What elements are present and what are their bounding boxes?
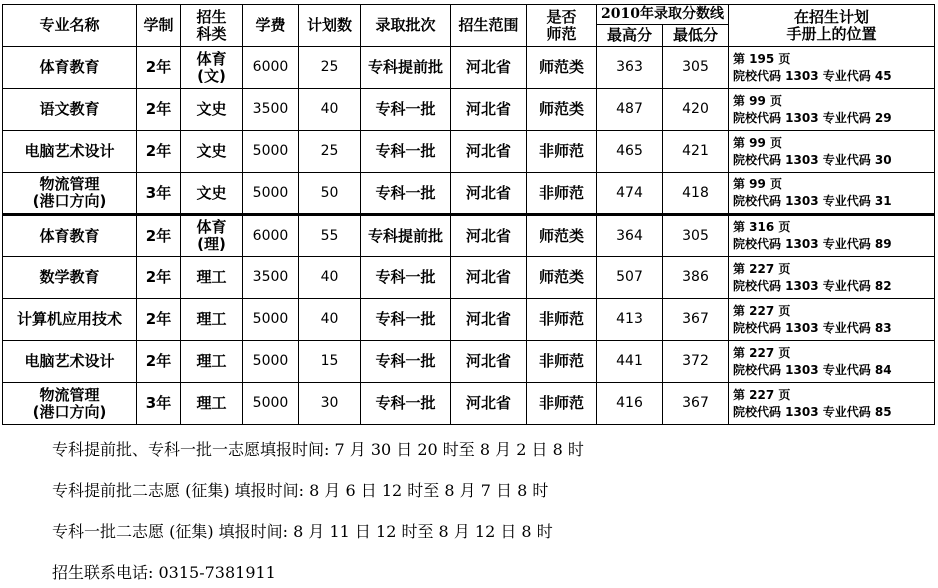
major-cell: 计算机应用技术 — [3, 299, 137, 341]
batch-cell: 专科一批 — [361, 173, 451, 215]
duration-cell: 2年 — [137, 299, 181, 341]
region-cell: 河北省 — [451, 299, 527, 341]
min-score-cell: 386 — [663, 257, 729, 299]
normal-cell: 非师范 — [527, 383, 597, 425]
fee-cell: 5000 — [243, 383, 299, 425]
position-cell: 第 227 页 院校代码 1303 专业代码 84 — [729, 341, 935, 383]
max-score-cell: 487 — [597, 89, 663, 131]
min-score-cell: 372 — [663, 341, 729, 383]
normal-cell: 师范类 — [527, 47, 597, 89]
batch-cell: 专科提前批 — [361, 47, 451, 89]
plan-cell: 40 — [299, 299, 361, 341]
contact-phone: 招生联系电话: 0315-7381911 — [52, 563, 276, 582]
plan-cell: 15 — [299, 341, 361, 383]
min-score-cell: 305 — [663, 215, 729, 257]
duration-cell: 2年 — [137, 215, 181, 257]
major-cell: 数学教育 — [3, 257, 137, 299]
position-cell: 第 227 页 院校代码 1303 专业代码 85 — [729, 383, 935, 425]
position-cell: 第 195 页 院校代码 1303 专业代码 45 — [729, 47, 935, 89]
batch-cell: 专科一批 — [361, 341, 451, 383]
min-score-cell: 367 — [663, 299, 729, 341]
max-score-cell: 416 — [597, 383, 663, 425]
plan-cell: 40 — [299, 89, 361, 131]
category-cell: 理工 — [181, 341, 243, 383]
max-score-cell: 413 — [597, 299, 663, 341]
min-score-cell: 305 — [663, 47, 729, 89]
position-cell: 第 99 页 院校代码 1303 专业代码 29 — [729, 89, 935, 131]
min-score-cell: 421 — [663, 131, 729, 173]
fee-cell: 6000 — [243, 47, 299, 89]
region-cell: 河北省 — [451, 383, 527, 425]
header-batch: 录取批次 — [361, 5, 451, 47]
header-min: 最低分 — [663, 25, 729, 47]
category-cell: 文史 — [181, 131, 243, 173]
category-cell: 文史 — [181, 173, 243, 215]
max-score-cell: 364 — [597, 215, 663, 257]
note-line: 专科提前批、专科一批一志愿填报时间: 7 月 30 日 20 时至 8 月 2 日 8 时 — [52, 440, 584, 459]
major-cell: 语文教育 — [3, 89, 137, 131]
max-score-cell: 465 — [597, 131, 663, 173]
duration-cell: 2年 — [137, 89, 181, 131]
table-row — [3, 89, 935, 131]
region-cell: 河北省 — [451, 341, 527, 383]
major-cell: 物流管理 (港口方向) — [3, 173, 137, 215]
position-cell: 第 227 页 院校代码 1303 专业代码 82 — [729, 257, 935, 299]
position-cell: 第 227 页 院校代码 1303 专业代码 83 — [729, 299, 935, 341]
duration-cell: 2年 — [137, 131, 181, 173]
region-cell: 河北省 — [451, 89, 527, 131]
header-region: 招生范围 — [451, 5, 527, 47]
note-line: 专科一批二志愿 (征集) 填报时间: 8 月 11 日 12 时至 8 月 12 日 8 时 — [52, 522, 553, 541]
min-score-cell: 420 — [663, 89, 729, 131]
batch-cell: 专科一批 — [361, 89, 451, 131]
min-score-cell: 418 — [663, 173, 729, 215]
position-cell: 第 99 页 院校代码 1303 专业代码 31 — [729, 173, 935, 215]
header-max: 最高分 — [597, 25, 663, 47]
header-position: 在招生计划 手册上的位置 — [729, 5, 935, 47]
category-cell: 理工 — [181, 299, 243, 341]
table-row — [3, 131, 935, 173]
category-cell: 理工 — [181, 257, 243, 299]
duration-cell: 2年 — [137, 341, 181, 383]
category-cell: 体育 (理) — [181, 215, 243, 257]
max-score-cell: 441 — [597, 341, 663, 383]
plan-cell: 30 — [299, 383, 361, 425]
position-cell: 第 99 页 院校代码 1303 专业代码 30 — [729, 131, 935, 173]
batch-cell: 专科一批 — [361, 131, 451, 173]
normal-cell: 非师范 — [527, 131, 597, 173]
major-cell: 体育教育 — [3, 215, 137, 257]
note-line: 专科提前批二志愿 (征集) 填报时间: 8 月 6 日 12 时至 8 月 7 日 8 时 — [52, 481, 549, 500]
header-plan: 计划数 — [299, 5, 361, 47]
header-normal: 是否 师范 — [527, 5, 597, 47]
normal-cell: 师范类 — [527, 257, 597, 299]
fee-cell: 5000 — [243, 131, 299, 173]
plan-cell: 55 — [299, 215, 361, 257]
major-cell: 体育教育 — [3, 47, 137, 89]
plan-cell: 25 — [299, 47, 361, 89]
table-row — [3, 299, 935, 341]
major-cell: 电脑艺术设计 — [3, 131, 137, 173]
max-score-cell: 507 — [597, 257, 663, 299]
normal-cell: 非师范 — [527, 173, 597, 215]
table-row — [3, 173, 935, 215]
duration-cell: 2年 — [137, 47, 181, 89]
admission-plan-table — [2, 4, 935, 425]
position-cell: 第 316 页 院校代码 1303 专业代码 89 — [729, 215, 935, 257]
fee-cell: 3500 — [243, 89, 299, 131]
fee-cell: 5000 — [243, 173, 299, 215]
normal-cell: 师范类 — [527, 89, 597, 131]
major-cell: 物流管理 (港口方向) — [3, 383, 137, 425]
header-fee: 学费 — [243, 5, 299, 47]
duration-cell: 3年 — [137, 173, 181, 215]
max-score-cell: 363 — [597, 47, 663, 89]
plan-cell: 50 — [299, 173, 361, 215]
batch-cell: 专科一批 — [361, 257, 451, 299]
region-cell: 河北省 — [451, 257, 527, 299]
batch-cell: 专科提前批 — [361, 215, 451, 257]
table-row — [3, 215, 935, 257]
table-row — [3, 341, 935, 383]
header-score-group: 2010年录取分数线 — [597, 5, 729, 25]
batch-cell: 专科一批 — [361, 299, 451, 341]
min-score-cell: 367 — [663, 383, 729, 425]
normal-cell: 非师范 — [527, 299, 597, 341]
table-header-row — [3, 5, 935, 25]
category-cell: 理工 — [181, 383, 243, 425]
duration-cell: 3年 — [137, 383, 181, 425]
region-cell: 河北省 — [451, 131, 527, 173]
fee-cell: 3500 — [243, 257, 299, 299]
header-duration: 学制 — [137, 5, 181, 47]
fee-cell: 5000 — [243, 341, 299, 383]
plan-cell: 40 — [299, 257, 361, 299]
header-major: 专业名称 — [3, 5, 137, 47]
table-row — [3, 47, 935, 89]
max-score-cell: 474 — [597, 173, 663, 215]
region-cell: 河北省 — [451, 47, 527, 89]
table-row — [3, 257, 935, 299]
table-body — [3, 47, 935, 425]
duration-cell: 2年 — [137, 257, 181, 299]
category-cell: 文史 — [181, 89, 243, 131]
major-cell: 电脑艺术设计 — [3, 341, 137, 383]
normal-cell: 非师范 — [527, 341, 597, 383]
region-cell: 河北省 — [451, 215, 527, 257]
region-cell: 河北省 — [451, 173, 527, 215]
table-row — [3, 383, 935, 425]
plan-cell: 25 — [299, 131, 361, 173]
fee-cell: 6000 — [243, 215, 299, 257]
category-cell: 体育 (文) — [181, 47, 243, 89]
normal-cell: 师范类 — [527, 215, 597, 257]
fee-cell: 5000 — [243, 299, 299, 341]
batch-cell: 专科一批 — [361, 383, 451, 425]
header-category: 招生 科类 — [181, 5, 243, 47]
